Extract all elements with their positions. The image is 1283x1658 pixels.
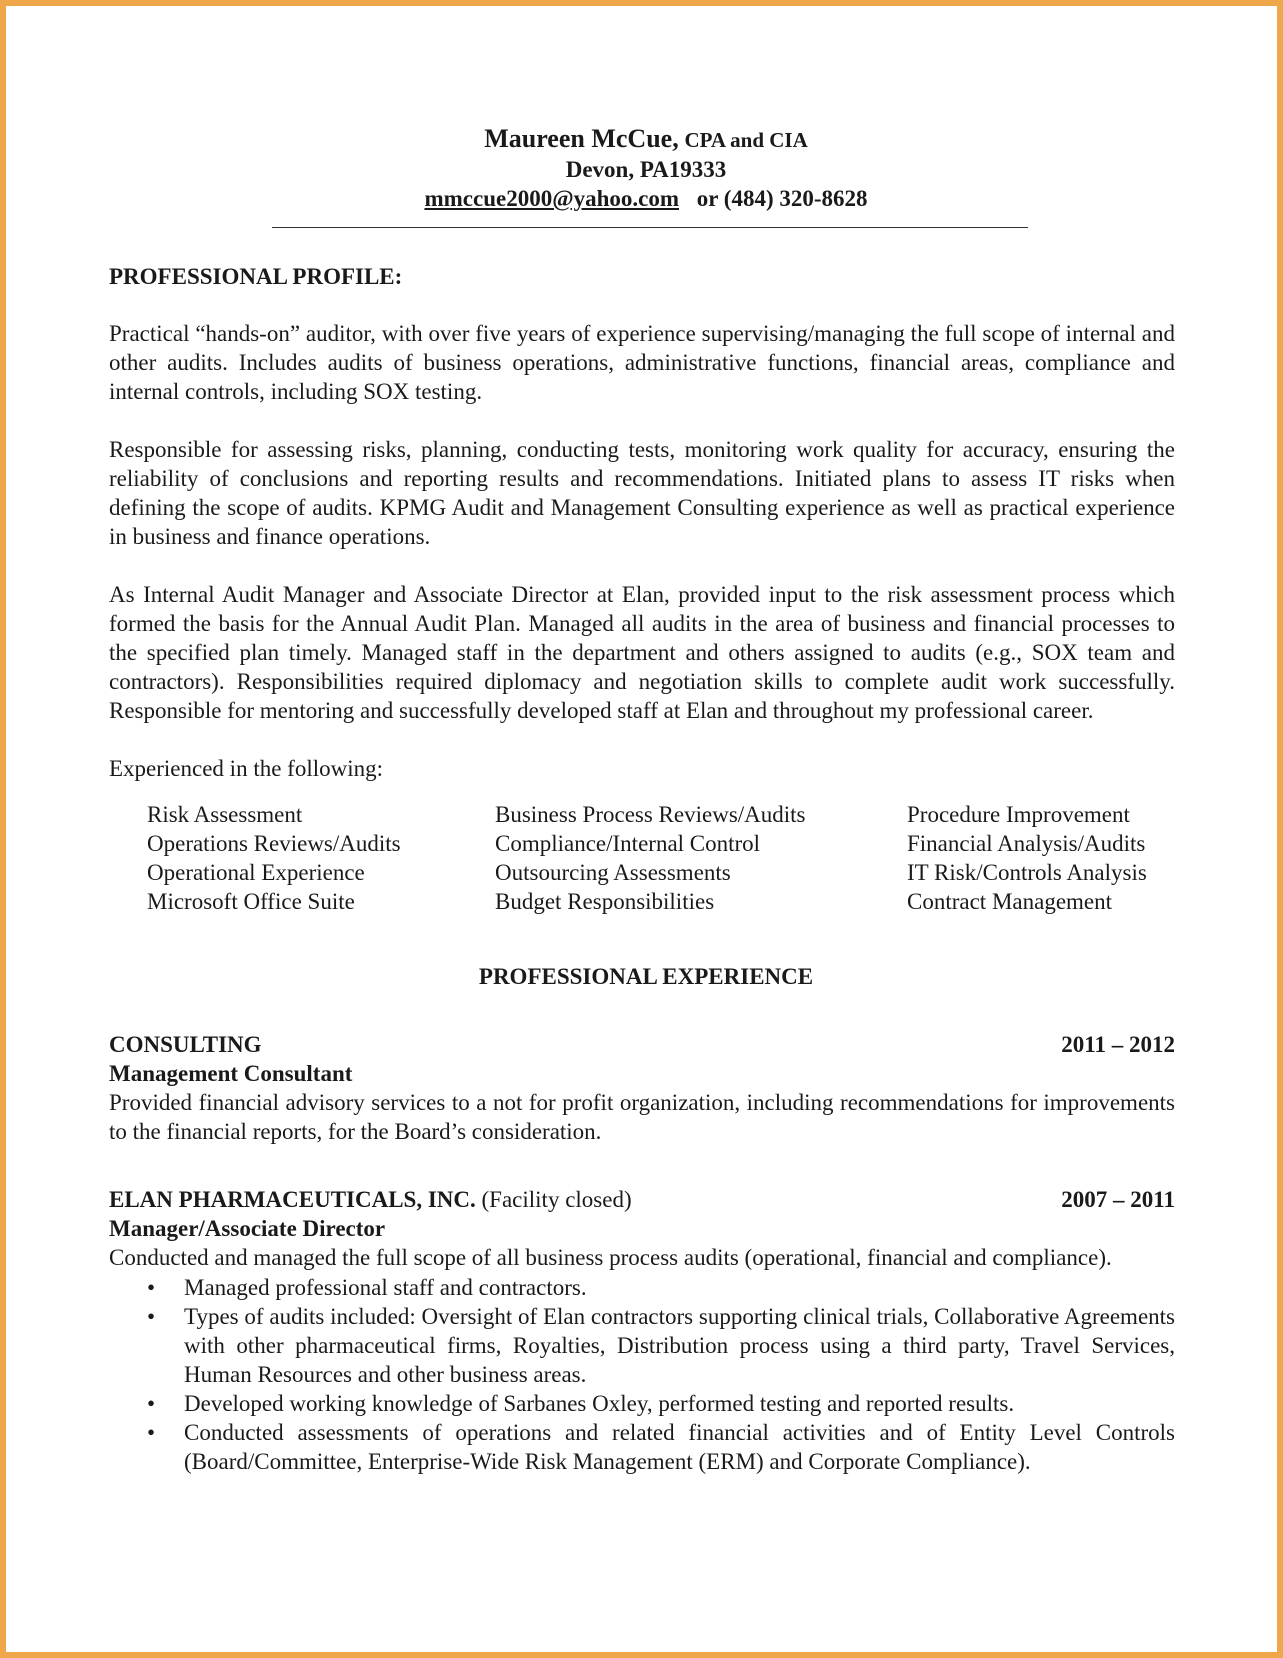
skill-item: Operational Experience bbox=[147, 860, 365, 885]
skill-item: Financial Analysis/Audits bbox=[907, 831, 1146, 856]
skills-list bbox=[147, 800, 1175, 916]
skill-item: Budget Responsibilities bbox=[495, 889, 715, 914]
skill-item: Compliance/Internal Control bbox=[495, 831, 761, 856]
resume-page bbox=[109, 124, 1175, 1476]
credentials: CPA and CIA bbox=[684, 128, 808, 152]
job-role: Manager/Associate Director bbox=[109, 1216, 386, 1241]
company-name: ELAN PHARMACEUTICALS, INC. bbox=[109, 1187, 476, 1212]
skill-item: Contract Management bbox=[907, 889, 1113, 914]
header-divider bbox=[272, 227, 1028, 228]
experienced-intro: Experienced in the following: bbox=[109, 756, 384, 781]
list-item: • Managed professional staff and contractors. bbox=[147, 1275, 587, 1300]
bullet-icon: • bbox=[147, 1275, 156, 1300]
job-header bbox=[109, 1030, 1175, 1059]
experience-heading: PROFESSIONAL EXPERIENCE bbox=[478, 964, 814, 989]
job-summary: Provided financial advisory services to a not for profit organization, including recommendations for improvements to the financial reports, for the Board’s consideration. bbox=[109, 1090, 1175, 1144]
skill-item: Outsourcing Assessments bbox=[495, 860, 731, 885]
skill-item: IT Risk/Controls Analysis bbox=[907, 860, 1147, 885]
profile-paragraph: Practical “hands-on” auditor, with over five years of experience supervising/managing the full scope of internal and other audits. Includes audits of business operations, administrative functions, financial areas, compliance and internal controls, including SOX testing. bbox=[109, 321, 1175, 404]
list-item: • Developed working knowledge of Sarbanes Oxley, performed testing and reported results. bbox=[147, 1391, 1015, 1416]
list-item: • Types of audits included: Oversight of Elan contractors supporting clinical trials, Collaborative Agreements with other pharmaceutical firms, Royalties, Distribution process using a third party, Travel Services, Human Resources and other business areas. bbox=[147, 1304, 1175, 1387]
skill-item: Operations Reviews/Audits bbox=[147, 831, 401, 856]
job-bullets bbox=[109, 1273, 1175, 1476]
bullet-icon: • bbox=[147, 1304, 156, 1329]
profile-paragraph: As Internal Audit Manager and Associate Director at Elan, provided input to the risk assessment process which formed the basis for the Annual Audit Plan. Managed all audits in the area of business and financial processes to the specified plan timely. Managed staff in the department and others assigned to audits (e.g., SOX team and contractors). Responsibilities required diplomacy and negotiation skills to complete audit work successfully. Responsible for mentoring and successfully developed staff at Elan and throughout my professional career. bbox=[109, 582, 1175, 723]
job-dates: 2011 – 2012 bbox=[1061, 1032, 1175, 1057]
candidate-name: Maureen McCue, bbox=[484, 124, 679, 153]
profile-heading: PROFESSIONAL PROFILE: bbox=[109, 264, 403, 289]
skill-item: Microsoft Office Suite bbox=[147, 889, 355, 914]
resume-header bbox=[117, 124, 1175, 213]
skill-item: Business Process Reviews/Audits bbox=[495, 802, 806, 827]
email-link[interactable]: mmccue2000@yahoo.com bbox=[424, 186, 679, 211]
bullet-icon: • bbox=[147, 1420, 156, 1445]
skill-item: Procedure Improvement bbox=[907, 802, 1130, 827]
job-summary: Conducted and managed the full scope of all business process audits (operational, financial and compliance). bbox=[109, 1245, 1112, 1270]
company-note: (Facility closed) bbox=[481, 1187, 632, 1212]
skill-item: Risk Assessment bbox=[147, 802, 303, 827]
phone: or (484) 320-8628 bbox=[696, 186, 868, 211]
job-header bbox=[109, 1185, 1175, 1214]
location: Devon, PA19333 bbox=[565, 157, 727, 182]
bullet-icon: • bbox=[147, 1391, 156, 1416]
job-dates: 2007 – 2011 bbox=[1061, 1187, 1175, 1212]
company-name: CONSULTING bbox=[109, 1032, 262, 1057]
profile-paragraph: Responsible for assessing risks, planning, conducting tests, monitoring work quality for accuracy, ensuring the reliability of conclusions and reporting results and recommendations. Initiated plans to assess IT risks when defining the scope of audits. KPMG Audit and Management Consulting experience as well as practical experience in business and finance operations. bbox=[109, 437, 1175, 549]
job-role: Management Consultant bbox=[109, 1061, 353, 1086]
list-item: • Conducted assessments of operations and related financial activities and of Entity Level Controls (Board/Committee, Enterprise-Wide Risk Management (ERM) and Corporate Compliance). bbox=[147, 1420, 1175, 1474]
